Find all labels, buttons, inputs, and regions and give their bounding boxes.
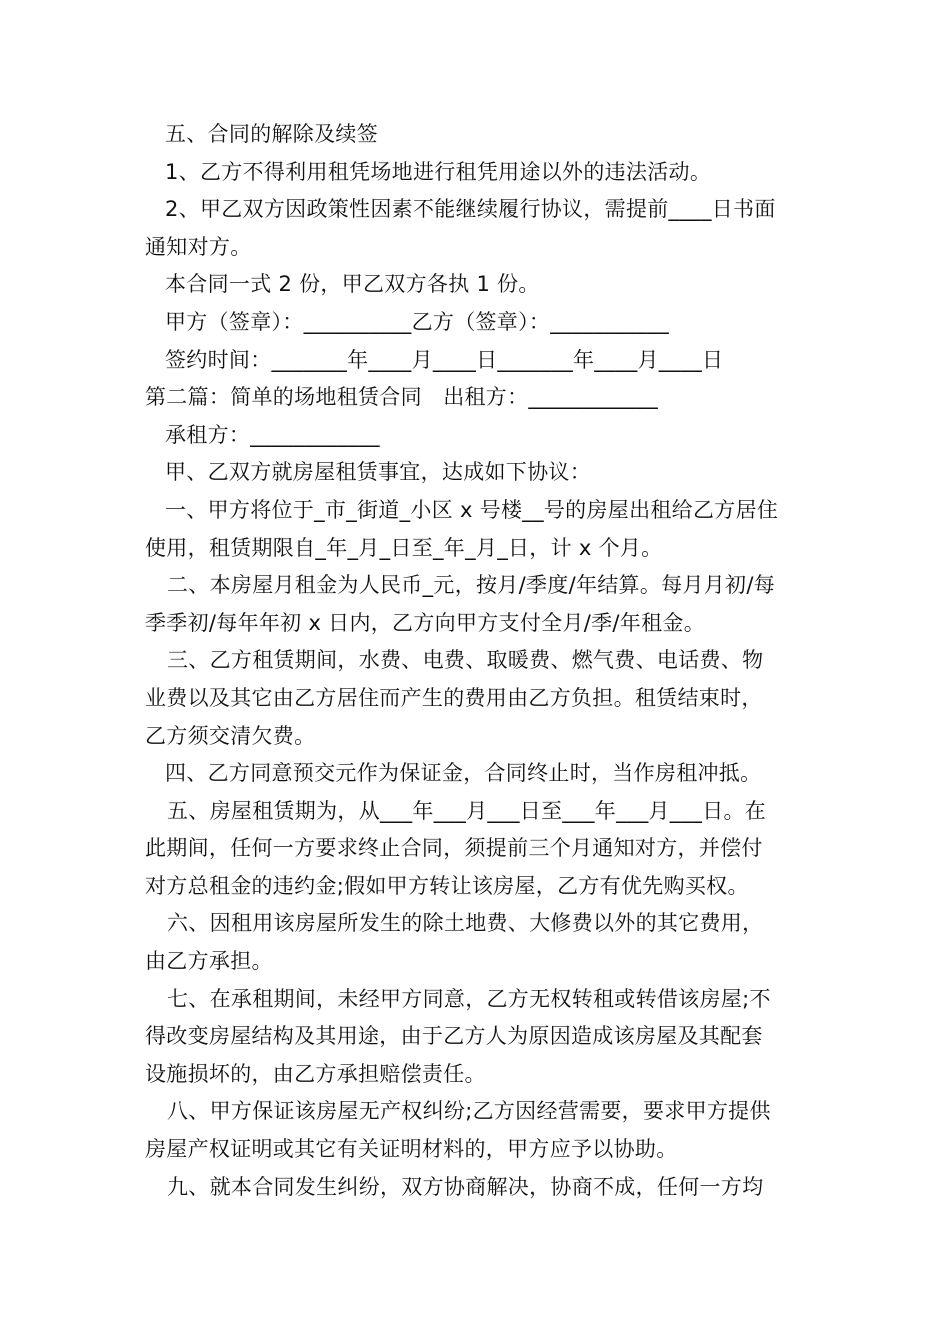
paragraph-line: 四、乙方同意预交元作为保证金，合同终止时，当作房租冲抵。 — [165, 761, 762, 786]
paragraph-line: 此期间，任何一方要求终止合同，须提前三个月通知对方，并偿付 — [145, 836, 763, 861]
paragraph-line: 季季初/每年年初 x 日内，乙方向甲方支付全月/季/年租金。 — [145, 610, 706, 635]
paragraph-line: 一、甲方将位于_市_街道_小区 x 号楼__号的房屋出租给乙方居住 — [165, 497, 779, 522]
signing-date-line: 签约时间：_______年____月____日_______年____月____日 — [165, 347, 724, 372]
paragraph-line: 通知对方。 — [145, 234, 252, 259]
paragraph-line: 设施损坏的，由乙方承担赔偿责任。 — [145, 1061, 486, 1086]
paragraph-line: 业费以及其它由乙方居住而产生的费用由乙方负担。租赁结束时， — [145, 685, 763, 710]
paragraph-line: 房屋产权证明或其它有关证明材料的，甲方应予以协助。 — [145, 1137, 678, 1162]
paragraph-line: 乙方须交清欠费。 — [145, 723, 316, 748]
paragraph-line: 八、甲方保证该房屋无产权纠纷;乙方因经营需要，要求甲方提供 — [167, 1099, 771, 1124]
paragraph-line: 九、就本合同发生纠纷，双方协商解决，协商不成，任何一方均 — [167, 1174, 764, 1199]
paragraph-line: 由乙方承担。 — [145, 949, 273, 974]
lessee-line: 承租方：____________ — [165, 422, 380, 447]
paragraph-line: 1、乙方不得利用租凭场地进行租凭用途以外的违法活动。 — [165, 159, 712, 184]
paragraph-line: 对方总租金的违约金;假如甲方转让该房屋，乙方有优先购买权。 — [145, 873, 749, 898]
paragraph-line: 使用，租赁期限自_年_月_日至_年_月_日，计 x 个月。 — [145, 535, 663, 560]
chapter-heading: 第二篇：简单的场地租赁合同 出租方：____________ — [145, 385, 658, 410]
paragraph-line: 五、房屋租赁期为，从___年___月___日至___年___月___日。在 — [167, 798, 767, 823]
paragraph-line: 2、甲乙双方因政策性因素不能继续履行协议，需提前____日书面 — [165, 197, 776, 222]
paragraph-line: 三、乙方租赁期间，水费、电费、取暖费、燃气费、电话费、物 — [167, 648, 764, 673]
paragraph-line: 七、在承租期间，未经甲方同意，乙方无权转租或转借该房屋;不 — [167, 986, 771, 1011]
signature-line: 甲方（签章）：__________乙方（签章）：___________ — [165, 309, 669, 334]
paragraph-line: 甲、乙双方就房屋租赁事宜，达成如下协议： — [165, 460, 591, 485]
section-heading: 五、合同的解除及续签 — [165, 122, 378, 146]
paragraph-line: 二、本房屋月租金为人民币_元，按月/季度/年结算。每月月初/每 — [167, 573, 776, 598]
paragraph-line: 本合同一式 2 份，甲乙双方各执 1 份。 — [165, 272, 540, 297]
document-body — [145, 116, 810, 1206]
paragraph-line: 得改变房屋结构及其用途，由于乙方人为原因造成该房屋及其配套 — [145, 1024, 763, 1049]
paragraph-line: 六、因租用该房屋所发生的除土地费、大修费以外的其它费用， — [167, 911, 764, 936]
